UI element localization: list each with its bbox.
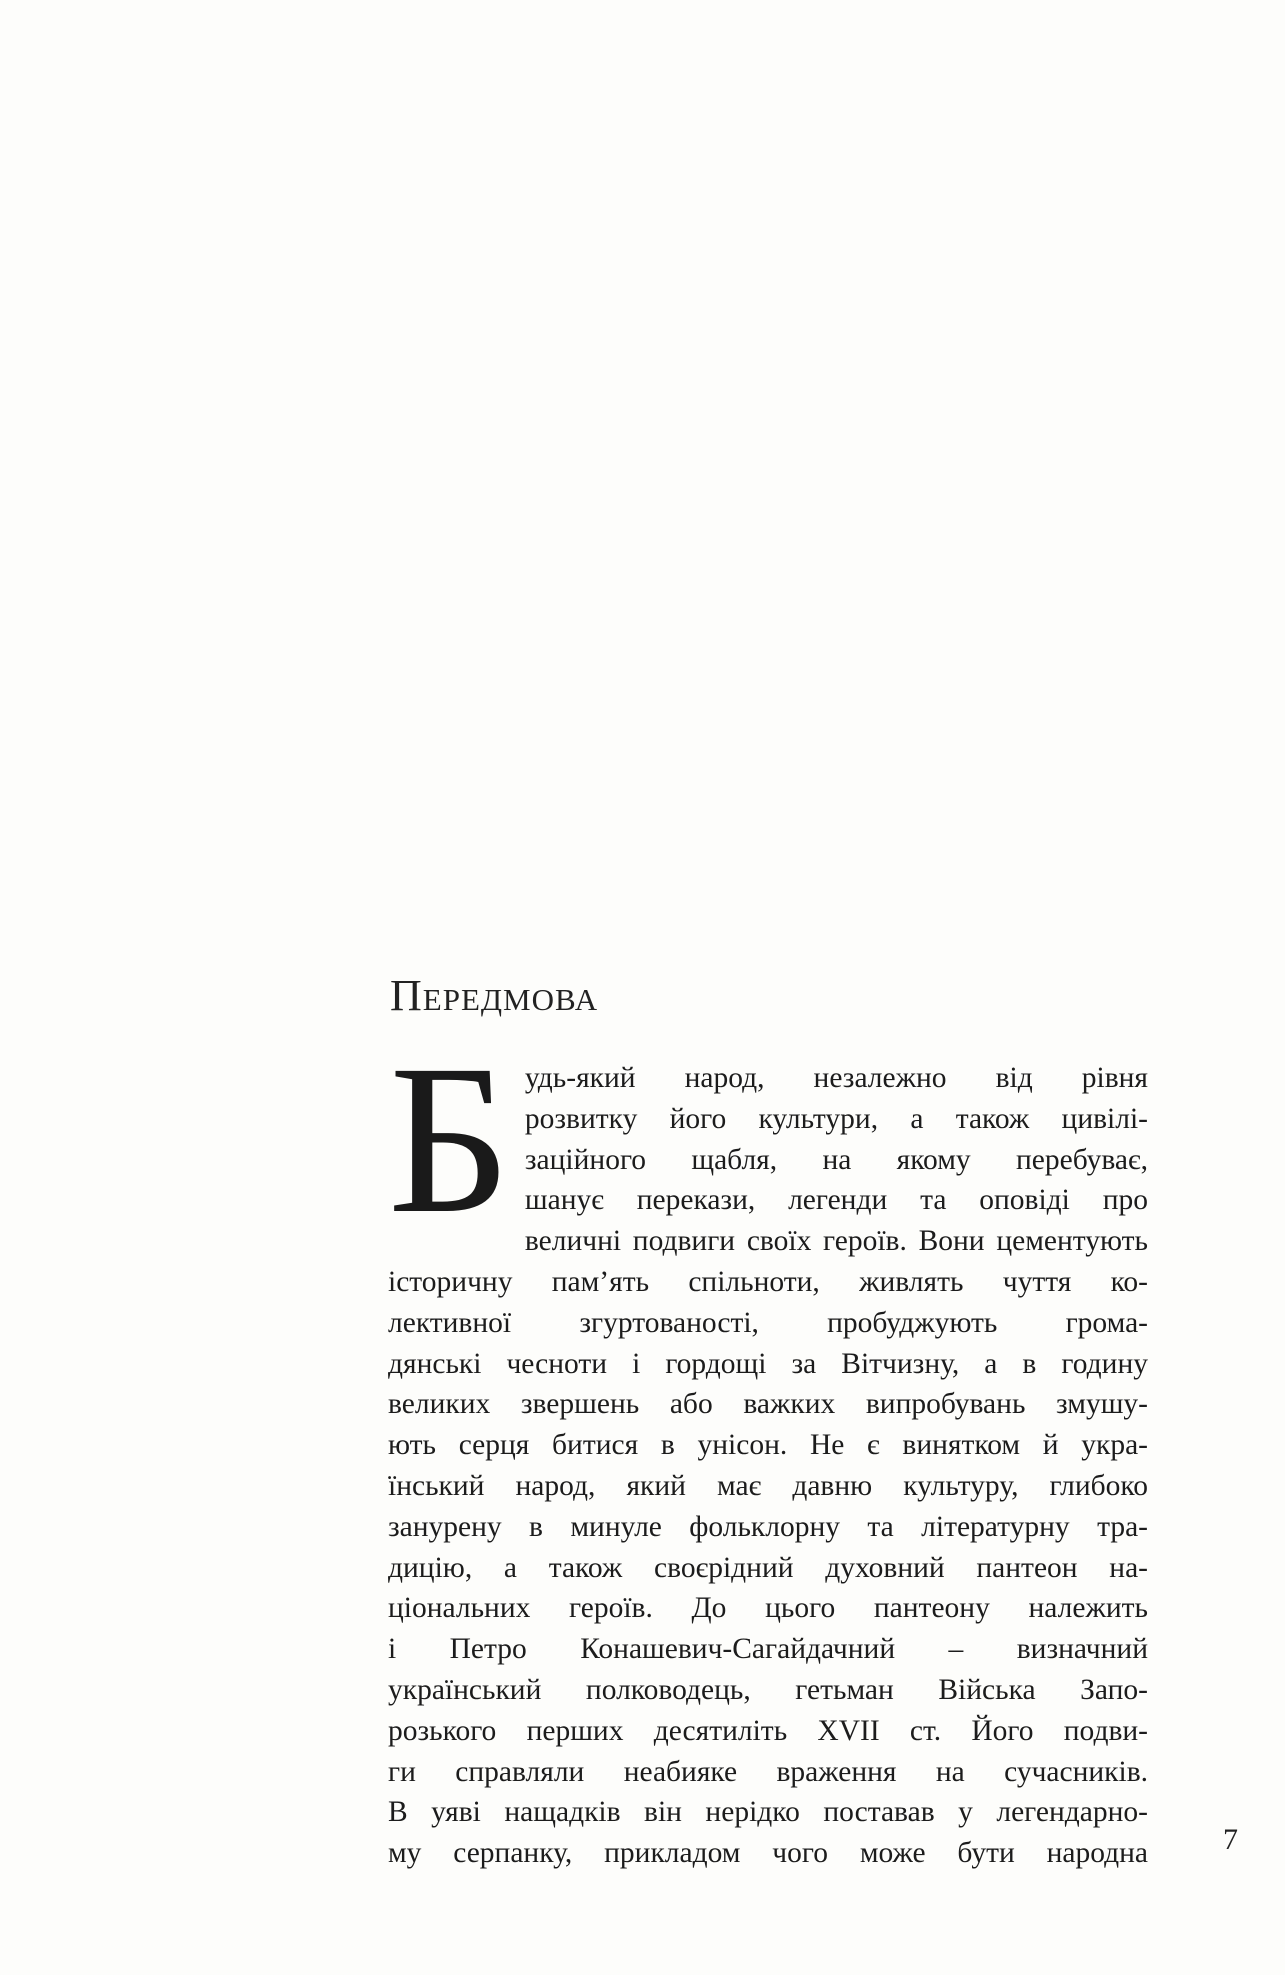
text-line: історичну пам’ять спільноти, живлять чуття ко- xyxy=(388,1265,1148,1298)
text-line: му серпанку, прикладом чого може бути народна xyxy=(388,1837,1148,1870)
text-line: ціональних героїв. До цього пантеону належить xyxy=(388,1592,1148,1625)
text-line: ють серця битися в унісон. Не є винятком й укра- xyxy=(388,1429,1148,1462)
chapter-heading: Передмова xyxy=(390,971,599,1020)
text-line: розького перших десятиліть XVII ст. Його подви- xyxy=(388,1714,1148,1747)
page-number: 7 xyxy=(1223,1823,1238,1856)
text-line: занурену в минуле фольклорну та літературну тра- xyxy=(388,1510,1148,1543)
text-line: дянські чесноти і гордощі за Вітчизну, а в годину xyxy=(388,1347,1148,1380)
text-line: заційного щабля, на якому перебуває, xyxy=(524,1143,1148,1176)
text-line: їнський народ, який має давню культуру, глибоко xyxy=(388,1469,1148,1502)
text-line: ги справляли неабияке враження на сучасників. xyxy=(388,1755,1148,1788)
text-line: шанує перекази, легенди та оповіді про xyxy=(524,1184,1148,1217)
text-line: український полководець, гетьман Війська Запо- xyxy=(388,1673,1148,1706)
text-line: великих звершень або важких випробувань змушу- xyxy=(388,1388,1148,1421)
text-line: розвитку його культури, а також цивілі- xyxy=(524,1102,1148,1135)
text-line: дицію, а також своєрідний духовний пантеон на- xyxy=(388,1551,1148,1584)
text-line: В уяві нащадків він нерідко поставав у легендарно- xyxy=(388,1796,1148,1829)
text-line: і Петро Конашевич-Сагайдачний – визначний xyxy=(388,1633,1148,1666)
text-line: удь-який народ, незалежно від рівня xyxy=(524,1062,1148,1094)
body-text xyxy=(388,1021,1148,1874)
text-line: величні подвиги своїх героїв. Вони цементують xyxy=(524,1225,1148,1258)
drop-cap-letter: Б xyxy=(388,1021,511,1258)
text-line: лективної згуртованості, пробуджують грома- xyxy=(388,1306,1148,1339)
